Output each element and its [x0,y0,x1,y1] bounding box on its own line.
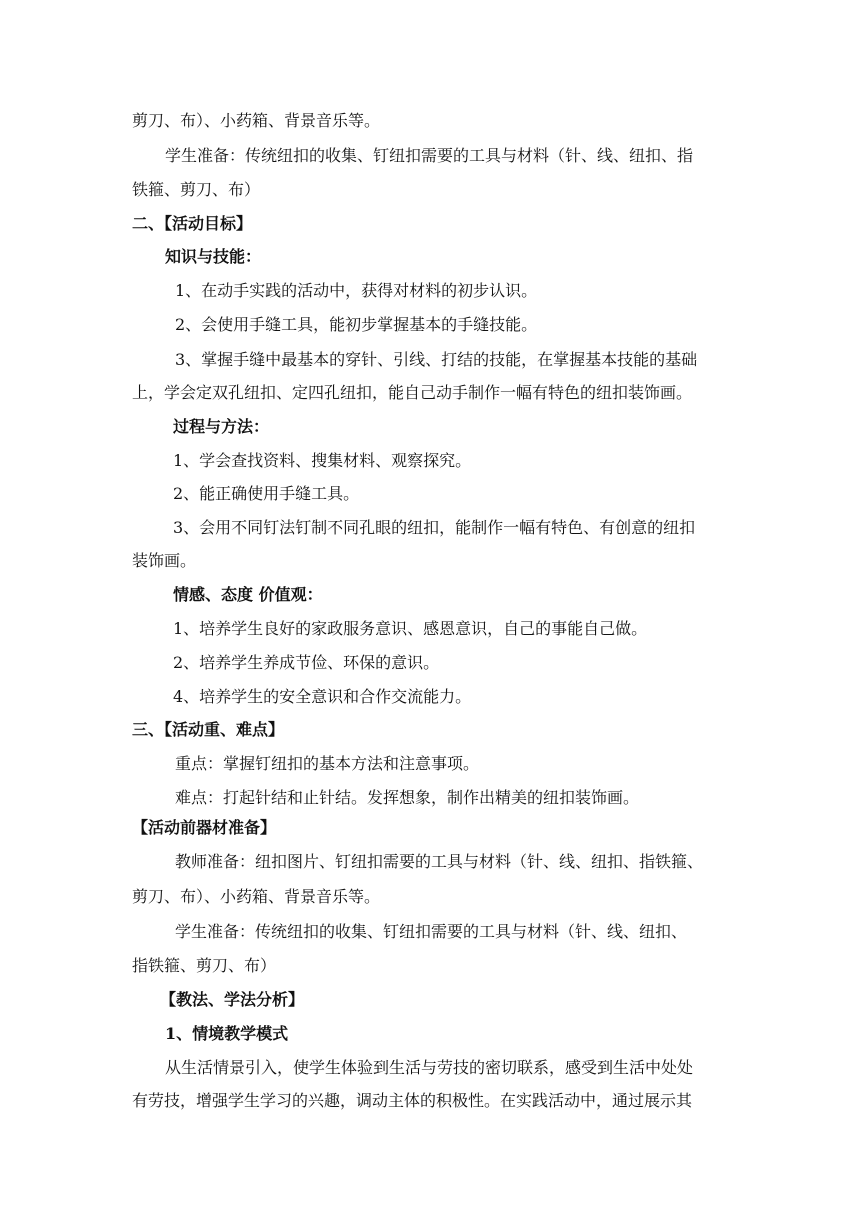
subheading: 过程与方法： [173,417,270,436]
text-line: 1、培养学生良好的家政服务意识、感恩意识，自己的事能自己做。 [173,619,648,638]
section-heading: 三、【活动重、难点】 [132,720,285,739]
text-line: 装饰画。 [132,551,197,570]
section-heading: 二、【活动目标】 [132,214,253,233]
text-line: 学生准备：传统纽扣的收集、钉纽扣需要的工具与材料（针、线、纽扣、指 [165,146,694,165]
text-line: 2、会使用手缝工具，能初步掌握基本的手缝技能。 [175,315,538,334]
text-line: 3、会用不同钉法钉制不同孔眼的纽扣，能制作一幅有特色、有创意的纽扣 [173,518,696,537]
text-line: 重点：掌握钉纽扣的基本方法和注意事项。 [175,754,480,773]
text-line: 教师准备：纽扣图片、钉纽扣需要的工具与材料（针、线、纽扣、指铁箍、 [175,852,704,871]
text-line: 从生活情景引入，使学生体验到生活与劳技的密切联系，感受到生活中处处 [165,1058,694,1077]
section-heading: 【教法、学法分析】 [160,990,305,1009]
text-line: 上，学会定双孔纽扣、定四孔纽扣，能自己动手制作一幅有特色的纽扣装饰画。 [132,383,693,402]
text-line: 2、能正确使用手缝工具。 [173,484,360,503]
section-heading: 【活动前器材准备】 [132,818,277,837]
text-line: 2、培养学生养成节俭、环保的意识。 [173,653,440,672]
text-line: 剪刀、布）、小药箱、背景音乐等。 [132,111,381,130]
text-line: 1、学会查找资料、搜集材料、观察探究。 [173,451,472,470]
text-line: 1、在动手实践的活动中，获得对材料的初步认识。 [175,281,538,300]
subheading: 情感、态度 价值观： [173,585,323,604]
subheading: 知识与技能： [165,247,262,266]
text-line: 学生准备：传统纽扣的收集、钉纽扣需要的工具与材料（针、线、纽扣、 [175,922,688,941]
text-line: 剪刀、布）、小药箱、背景音乐等。 [132,887,381,906]
subheading: 1、情境教学模式 [165,1024,289,1043]
text-line: 有劳技，增强学生学习的兴趣，调动主体的积极性。在实践活动中，通过展示其 [132,1091,693,1110]
text-line: 铁箍、剪刀、布） [132,180,261,199]
text-line: 4、培养学生的安全意识和合作交流能力。 [173,687,472,706]
text-line: 3、掌握手缝中最基本的穿针、引线、打结的技能，在掌握基本技能的基础 [175,350,698,369]
text-line: 指铁箍、剪刀、布） [132,956,277,975]
text-line: 难点：打起针结和止针结。发挥想象，制作出精美的纽扣装饰画。 [175,788,640,807]
